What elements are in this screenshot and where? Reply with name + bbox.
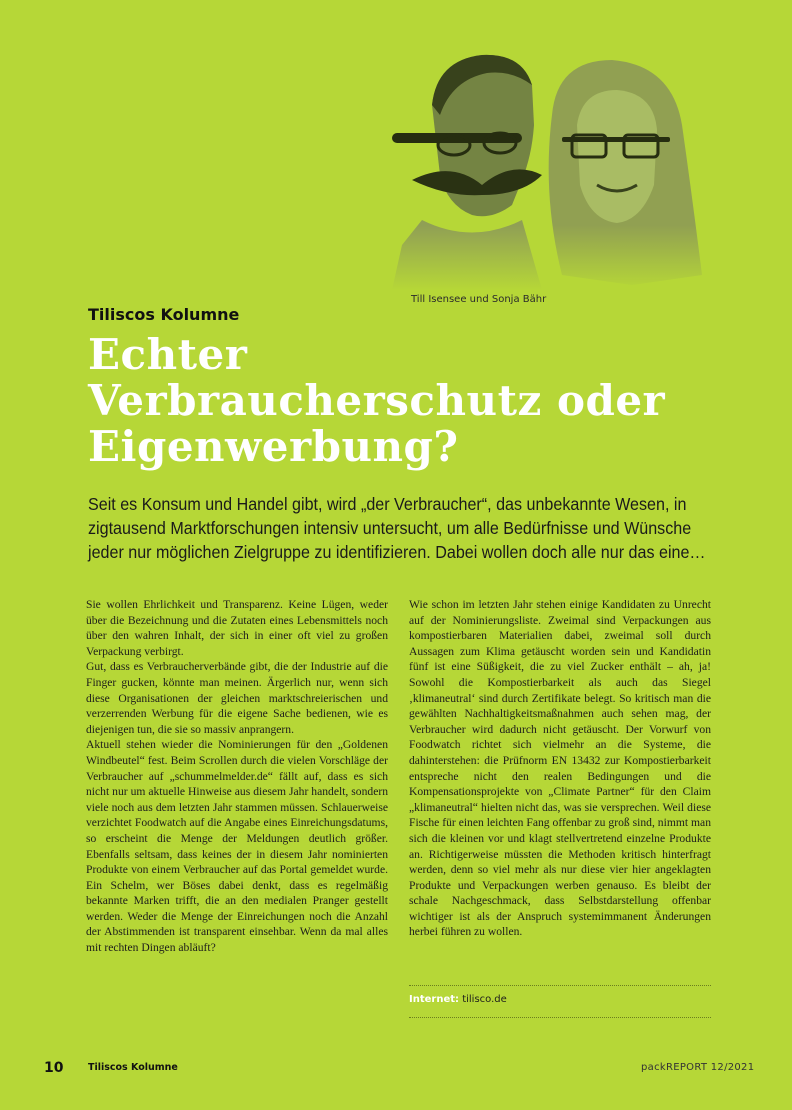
body-column-left [86, 597, 388, 956]
photo-caption: Till Isensee und Sonja Bähr [411, 294, 547, 305]
internet-link[interactable]: tilisco.de [462, 994, 507, 1005]
body-paragraph: Sie wollen Ehrlichkeit und Transparenz. Keine Lügen, weder über die Bezeichnung und die Zutaten eines Lebensmittels noch über den wahren Inhalt, der sich in einer oft viel zu großen Verpackung verbirgt. [86, 598, 388, 658]
headline-line: Echter [88, 330, 248, 379]
body-paragraph: Wie schon im letzten Jahr stehen einige Kandidaten zu Unrecht auf der Nominierungsliste. Zweimal sind Verpackungen aus kompostierbaren Materialien dabei, zweimal soll durch Aussagen zum Klima getäuscht worden sein und Kandidatin fünf ist eine Süßigkeit, die zu viel Zucker enthält – ah, ja! Sowohl die Kompostierbarkeit als auch das Siegel ‚klimaneutral‘ sind durch Zertifikate belegt. So kritisch man die gewählten Nachhaltigkeitsmaßnahmen auch sehen mag, der Verbraucher wird dadurch nicht getäuscht. Der Vorwurf von Foodwatch richtet sich vielmehr an die Systeme, die dahinterstehen: die Prüfnorm EN 13432 zur Kompostierbarkeit entspreche nicht den realen Bedingungen und die Kompensationsprojekte von „Climate Partner“ für den Claim „klimaneutral“ hielten nicht das, was sie versprechen. Weil diese Fische für einen leichten Fang offenbar zu groß sind, nimmt man sich die kleinen vor und klagt stellvertretend einzelne Produkte an. Richtigerweise müssten die Methoden kritisch hinterfragt werden, denn so viel mehr als nur diese vier hier angeklagten Produkte und Verpackungen werben genauso. Es bleibt der schale Nachgeschmack, dass Selbstdarstellung offenbar wichtiger ist als der Anspruch systemimmanent Änderungen herbei führen zu wollen. [409, 598, 711, 939]
lead-line: jeder nur möglichen Zielgruppe zu identifizieren. Dabei wollen doch alle nur das eine… [88, 542, 706, 562]
article-lead [88, 492, 706, 564]
author-portrait-photo [392, 45, 704, 290]
body-paragraph: Aktuell stehen wieder die Nominierungen für den „Goldenen Windbeutel“ fest. Beim Scrollen durch die vielen Vorschläge der Verbraucher auf „schummelmelder.de“ fällt auf, dass es sich nicht nur um aktuelle Hinweise aus diesem Jahr handelt, sondern viele noch aus dem letzten Jahr stammen müssen. Schlauerweise verzichtet Foodwatch auf die Angabe eines Einreichungsdatums, so erscheint die Menge der Meldungen deutlich größer. Ebenfalls seltsam, dass keines der in diesem Jahr nominierten Produkte von einem Verbraucher auf das Portal gemeldet wurde. Ein Schelm, wer Böses dabei denkt, dass es regelmäßig bekannte Marken trifft, die an den medialen Pranger gestellt werden. Weder die Menge der Einreichungen noch die Anzahl der Abstimmenden ist transparent einsehbar. Wenn da mal alles mit rechten Dingen abläuft? [86, 738, 388, 955]
lead-line: Seit es Konsum und Handel gibt, wird „der Verbraucher“, das unbekannte Wesen, in [88, 494, 687, 514]
article-headline [88, 332, 728, 470]
headline-line: Eigenwerbung? [88, 422, 459, 471]
footer-section-title: Tiliscos Kolumne [88, 1062, 178, 1073]
lead-line: zigtausend Marktforschungen intensiv untersucht, um alle Bedürfnisse und Wünsche [88, 518, 692, 538]
headline-line: Verbraucherschutz oder [88, 376, 666, 425]
divider [409, 1017, 711, 1018]
body-column-right [409, 597, 711, 940]
page-number: 10 [44, 1060, 64, 1076]
divider [409, 985, 711, 986]
internet-label: Internet: [409, 994, 460, 1005]
body-paragraph: Gut, dass es Verbraucherverbände gibt, die der Industrie auf die Finger gucken, könnte man meinen. Ärgerlich nur, wenn sich diese Organisationen der gleichen marktschreierischen und verzerrenden Werbung für die eigene Sache bedienen, wie es diejenigen tun, die sie so massiv anprangern. [86, 660, 388, 736]
footer-magazine-issue: packREPORT 12/2021 [641, 1062, 755, 1073]
internet-reference [409, 994, 507, 1005]
column-kicker: Tiliscos Kolumne [88, 305, 240, 324]
